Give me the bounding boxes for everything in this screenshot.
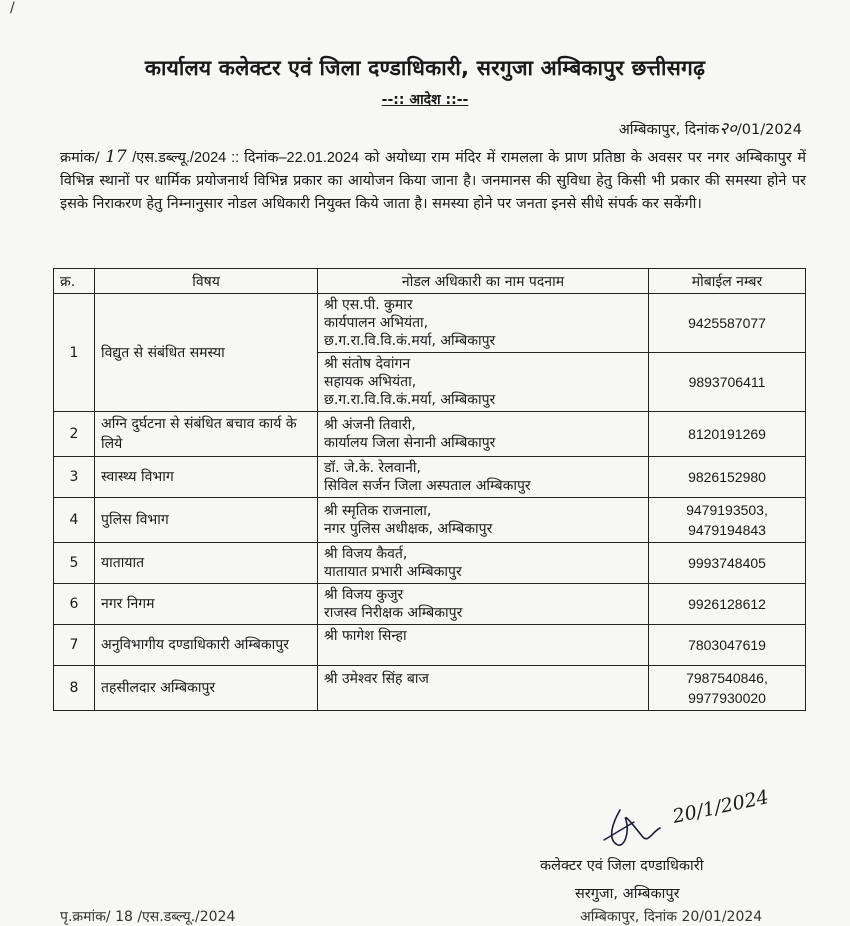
row-subject: पुलिस विभाग <box>95 498 318 543</box>
mobile-number: 9893706411 <box>688 374 766 390</box>
officer-line: छ.ग.रा.वि.वि.कं.मर्या, अम्बिकापुर <box>324 392 496 408</box>
row-mobile <box>649 498 806 543</box>
officer-line: कार्यपालन अभियंता, <box>324 315 429 331</box>
row-officer <box>318 294 649 353</box>
corner-mark: / <box>10 0 15 16</box>
officer-line: नगर पुलिस अधीक्षक, अम्बिकापुर <box>324 521 493 537</box>
row-mobile <box>649 625 806 666</box>
header-officer: नोडल अधिकारी का नाम पदनाम <box>318 269 649 294</box>
ref-suffix: /एस.डब्ल्यू./2024 :: दिनांक–22.01.2024 <box>132 150 360 166</box>
nodal-officer-table <box>53 268 806 711</box>
signatory-place: सरगुजा, अम्बिकापुर <box>575 886 680 902</box>
mobile-number: 9479193503, <box>686 502 768 518</box>
row-serial: 5 <box>54 543 95 584</box>
row-subject: स्वास्थ्य विभाग <box>95 457 318 498</box>
footer-endorsement-cutoff <box>60 907 820 926</box>
officer-line: यातायात प्रभारी अम्बिकापुर <box>324 564 462 580</box>
officer-line: श्री अंजनी तिवारी, <box>324 417 416 433</box>
row-subject: नगर निगम <box>95 584 318 625</box>
row-mobile <box>649 584 806 625</box>
row-officer <box>318 543 649 584</box>
table-row <box>54 543 806 584</box>
row-serial: 2 <box>54 412 95 457</box>
table-row <box>54 457 806 498</box>
table-row <box>54 625 806 666</box>
place-date-suffix: /01/2024 <box>736 122 802 138</box>
ref-handwritten-number: 17 <box>105 147 127 167</box>
mobile-number: 9826152980 <box>688 469 766 485</box>
row-officer <box>318 457 649 498</box>
officer-line: सिविल सर्जन जिला अस्पताल अम्बिकापुर <box>324 478 531 494</box>
officer-line: श्री एस.पी. कुमार <box>324 297 413 313</box>
row-mobile <box>649 353 806 412</box>
row-subject: अग्नि दुर्घटना से संबंधित बचाव कार्य के लिये <box>95 412 318 457</box>
place-date <box>619 116 802 139</box>
officer-line: श्री विजय कुजुर <box>324 587 404 603</box>
officer-line: श्री स्मृतिक राजनाला, <box>324 503 432 519</box>
row-mobile <box>649 294 806 353</box>
row-officer <box>318 666 649 711</box>
row-subject: अनुविभागीय दण्डाधिकारी अम्बिकापुर <box>95 625 318 666</box>
row-subject: यातायात <box>95 543 318 584</box>
ref-prefix: क्रमांक/ <box>60 150 100 166</box>
mobile-number: 9479194843 <box>688 522 766 538</box>
row-serial: 3 <box>54 457 95 498</box>
officer-line: सहायक अभियंता, <box>324 374 417 390</box>
signature-handwritten-date: 20/1/2024 <box>670 786 771 828</box>
officer-line: श्री संतोष देवांगन <box>324 356 411 372</box>
header-subject: विषय <box>95 269 318 294</box>
table-row <box>54 584 806 625</box>
mobile-number: 7803047619 <box>688 637 766 653</box>
row-serial: 6 <box>54 584 95 625</box>
table-row <box>54 412 806 457</box>
row-officer <box>318 412 649 457</box>
place-date-prefix: अम्बिकापुर, दिनांक <box>618 122 720 138</box>
footer-ref: पृ.क्रमांक/ 18 /एस.डब्ल्यू./2024 <box>60 909 236 925</box>
officer-line: कार्यालय जिला सेनानी अम्बिकापुर <box>324 435 496 451</box>
row-serial: 1 <box>54 294 95 412</box>
mobile-number: 7987540846, <box>686 670 768 686</box>
row-serial: 8 <box>54 666 95 711</box>
officer-line: डॉ. जे.के. रेलवानी, <box>324 460 421 476</box>
officer-line: राजस्व निरीक्षक अम्बिकापुर <box>324 605 463 621</box>
row-mobile <box>649 543 806 584</box>
header-mobile: मोबाईल नम्बर <box>649 269 806 294</box>
table-header-row <box>54 269 806 294</box>
row-officer <box>318 498 649 543</box>
signatory-title: कलेक्टर एवं जिला दण्डाधिकारी <box>540 858 704 874</box>
row-serial: 7 <box>54 625 95 666</box>
row-officer <box>318 584 649 625</box>
row-subject: तहसीलदार अम्बिकापुर <box>95 666 318 711</box>
order-body <box>60 146 806 216</box>
officer-line: श्री उमेश्वर सिंह बाज <box>324 671 429 687</box>
row-mobile <box>649 412 806 457</box>
officer-line: श्री फागेश सिन्हा <box>324 628 407 644</box>
row-mobile <box>649 666 806 711</box>
order-heading: --:: आदेश ::-- <box>381 92 469 108</box>
table-row <box>54 498 806 543</box>
row-officer <box>318 353 649 412</box>
row-officer <box>318 625 649 666</box>
table-row <box>54 294 806 353</box>
mobile-number: 9425587077 <box>688 315 766 331</box>
office-title: कार्यालय कलेक्टर एवं जिला दण्डाधिकारी, सरगुजा अम्बिकापुर छत्तीसगढ़ <box>144 56 706 80</box>
footer-date: अम्बिकापुर, दिनांक 20/01/2024 <box>580 909 763 925</box>
mobile-number: 8120191269 <box>688 426 766 442</box>
mobile-number: 9977930020 <box>688 690 766 706</box>
row-serial: 4 <box>54 498 95 543</box>
table-row <box>54 666 806 711</box>
row-mobile <box>649 457 806 498</box>
officer-line: छ.ग.रा.वि.वि.कं.मर्या, अम्बिकापुर <box>324 333 496 349</box>
header-serial: क्र. <box>54 269 95 294</box>
place-date-handwritten-day: २० <box>719 119 737 139</box>
officer-line: श्री विजय कैवर्त, <box>324 546 408 562</box>
mobile-number: 9993748405 <box>688 555 766 571</box>
mobile-number: 9926128612 <box>688 596 766 612</box>
order-paragraph: को अयोध्या राम मंदिर में रामलला के प्राण प्रतिष्ठा के अवसर पर नगर अम्बिकापुर में विभिन्न स्थानों पर धार्मिक प्रयोजनार्थ विभिन्न प्रकार का आयोजन किया जाना है। जनमानस की सुविधा हेतु किसी भी प्रकार की समस्या होने पर इसके निराकरण हेतु निम्नानुसार नोडल अधिकारी नियुक्त किये जाता है। समस्या होने पर जनता इनसे सीधे संपर्क कर सकेंगी। <box>60 150 806 212</box>
row-subject: विद्युत से संबंधित समस्या <box>95 294 318 412</box>
